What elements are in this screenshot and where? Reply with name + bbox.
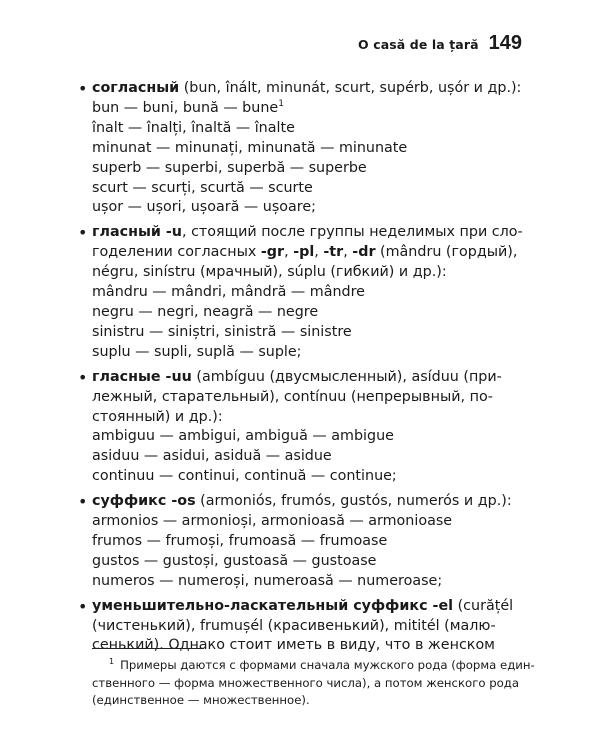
item-text-line: лежный, старательный), contínuu (непрерывный, по- (92, 388, 493, 405)
item-text-line: годелении согласных -gr, -pl, -tr, -dr (mândru (гордый), (92, 244, 518, 261)
example-line: superb — superbi, superbă — superbe (92, 159, 367, 176)
list-item (78, 492, 522, 592)
item-term: гласные -uu (92, 368, 192, 385)
item-heading-rest: (armoniós, frumós, gustós, numerós и др.): (195, 493, 512, 510)
example-line: gustos — gustoși, gustoasă — gustoase (92, 552, 377, 569)
item-heading-line (92, 597, 522, 617)
item-text-line: (чистенький), frumușél (красивенький), mititél (малю- (92, 617, 496, 634)
item-text-line: сенький). Однако стоит иметь в виду, что в женском (92, 637, 495, 654)
main-text (78, 79, 523, 661)
example-line: ușor — ușori, ușoară — ușoare; (92, 199, 316, 216)
example-line: armonios — armonioși, armonioasă — armonioase (92, 513, 453, 530)
list-item (78, 79, 522, 218)
running-title: O casă de la țară (358, 37, 479, 52)
page-header (358, 32, 522, 55)
footnote-line: $^1$ Примеры даются с формами сначала мужского рода (форма един- (109, 657, 535, 672)
example-line: frumos — frumoși, frumoasă — frumoase (92, 532, 388, 549)
list-item (78, 223, 523, 362)
item-term: согласный (92, 80, 180, 96)
item-heading-line (92, 492, 522, 512)
example-line: scurt — scurți, scurtă — scurte (92, 179, 313, 196)
example-line: ambiguu — ambigui, ambiguă — ambigue (92, 428, 394, 445)
footnote-ref: 1 (278, 99, 284, 110)
example-line: minunat — minunați, minunată — minunate (92, 139, 408, 156)
example-line: negru — negri, neagră — negre (92, 303, 319, 320)
item-heading-rest: , стоящий после группы неделимых при сло- (181, 224, 523, 241)
bullet-icon: • (78, 492, 88, 512)
footnote-line: (единственное — множественное). (92, 693, 310, 707)
footnote (92, 657, 535, 710)
item-text-line: стоянный) и др.): (92, 408, 223, 425)
example-line: bun — buni, bună — bune$^1$ (92, 99, 284, 116)
item-heading-line (92, 368, 522, 388)
bullet-icon: • (78, 367, 88, 387)
item-heading-rest: (ambíguu (двусмысленный), asíduu (при- (191, 368, 502, 385)
item-heading-rest: (curățél (453, 597, 514, 614)
footnote-divider (92, 648, 204, 649)
footnote-mark: 1 (109, 657, 115, 667)
item-heading-rest: (bun, înált, minunát, scurt, supérb, ușór и др.): (179, 80, 522, 96)
example-line: continuu — continui, continuă — continue; (92, 468, 397, 485)
example-line: suplu — supli, suplă — suple; (92, 343, 302, 360)
item-term: суффикс -os (92, 493, 196, 510)
bullet-icon: • (78, 223, 88, 243)
footnote-line: ственного — форма множественного числа), а потом женского рода (92, 675, 520, 690)
bullet-icon: • (78, 596, 88, 616)
item-term: уменьшительно-ласкательный суффикс -el (92, 597, 454, 614)
page-number: 149 (488, 32, 522, 54)
item-heading-line (92, 79, 522, 99)
list-item (78, 367, 522, 487)
item-term: гласный -u (92, 224, 182, 241)
example-line: numeros — numeroși, numeroasă — numeroase; (92, 572, 443, 589)
example-line: sinistru — siniștri, sinistră — sinistre (92, 323, 352, 340)
item-heading-line (92, 223, 522, 243)
example-line: asiduu — asidui, asiduă — asidue (92, 448, 332, 465)
item-text-line: négru, sinístru (мрачный), súplu (гибкий) и др.): (92, 264, 447, 281)
bullet-icon: • (78, 79, 88, 98)
example-line: mândru — mândri, mândră — mândre (92, 284, 365, 301)
example-line: înalt — înalți, înaltă — înalte (92, 119, 295, 136)
